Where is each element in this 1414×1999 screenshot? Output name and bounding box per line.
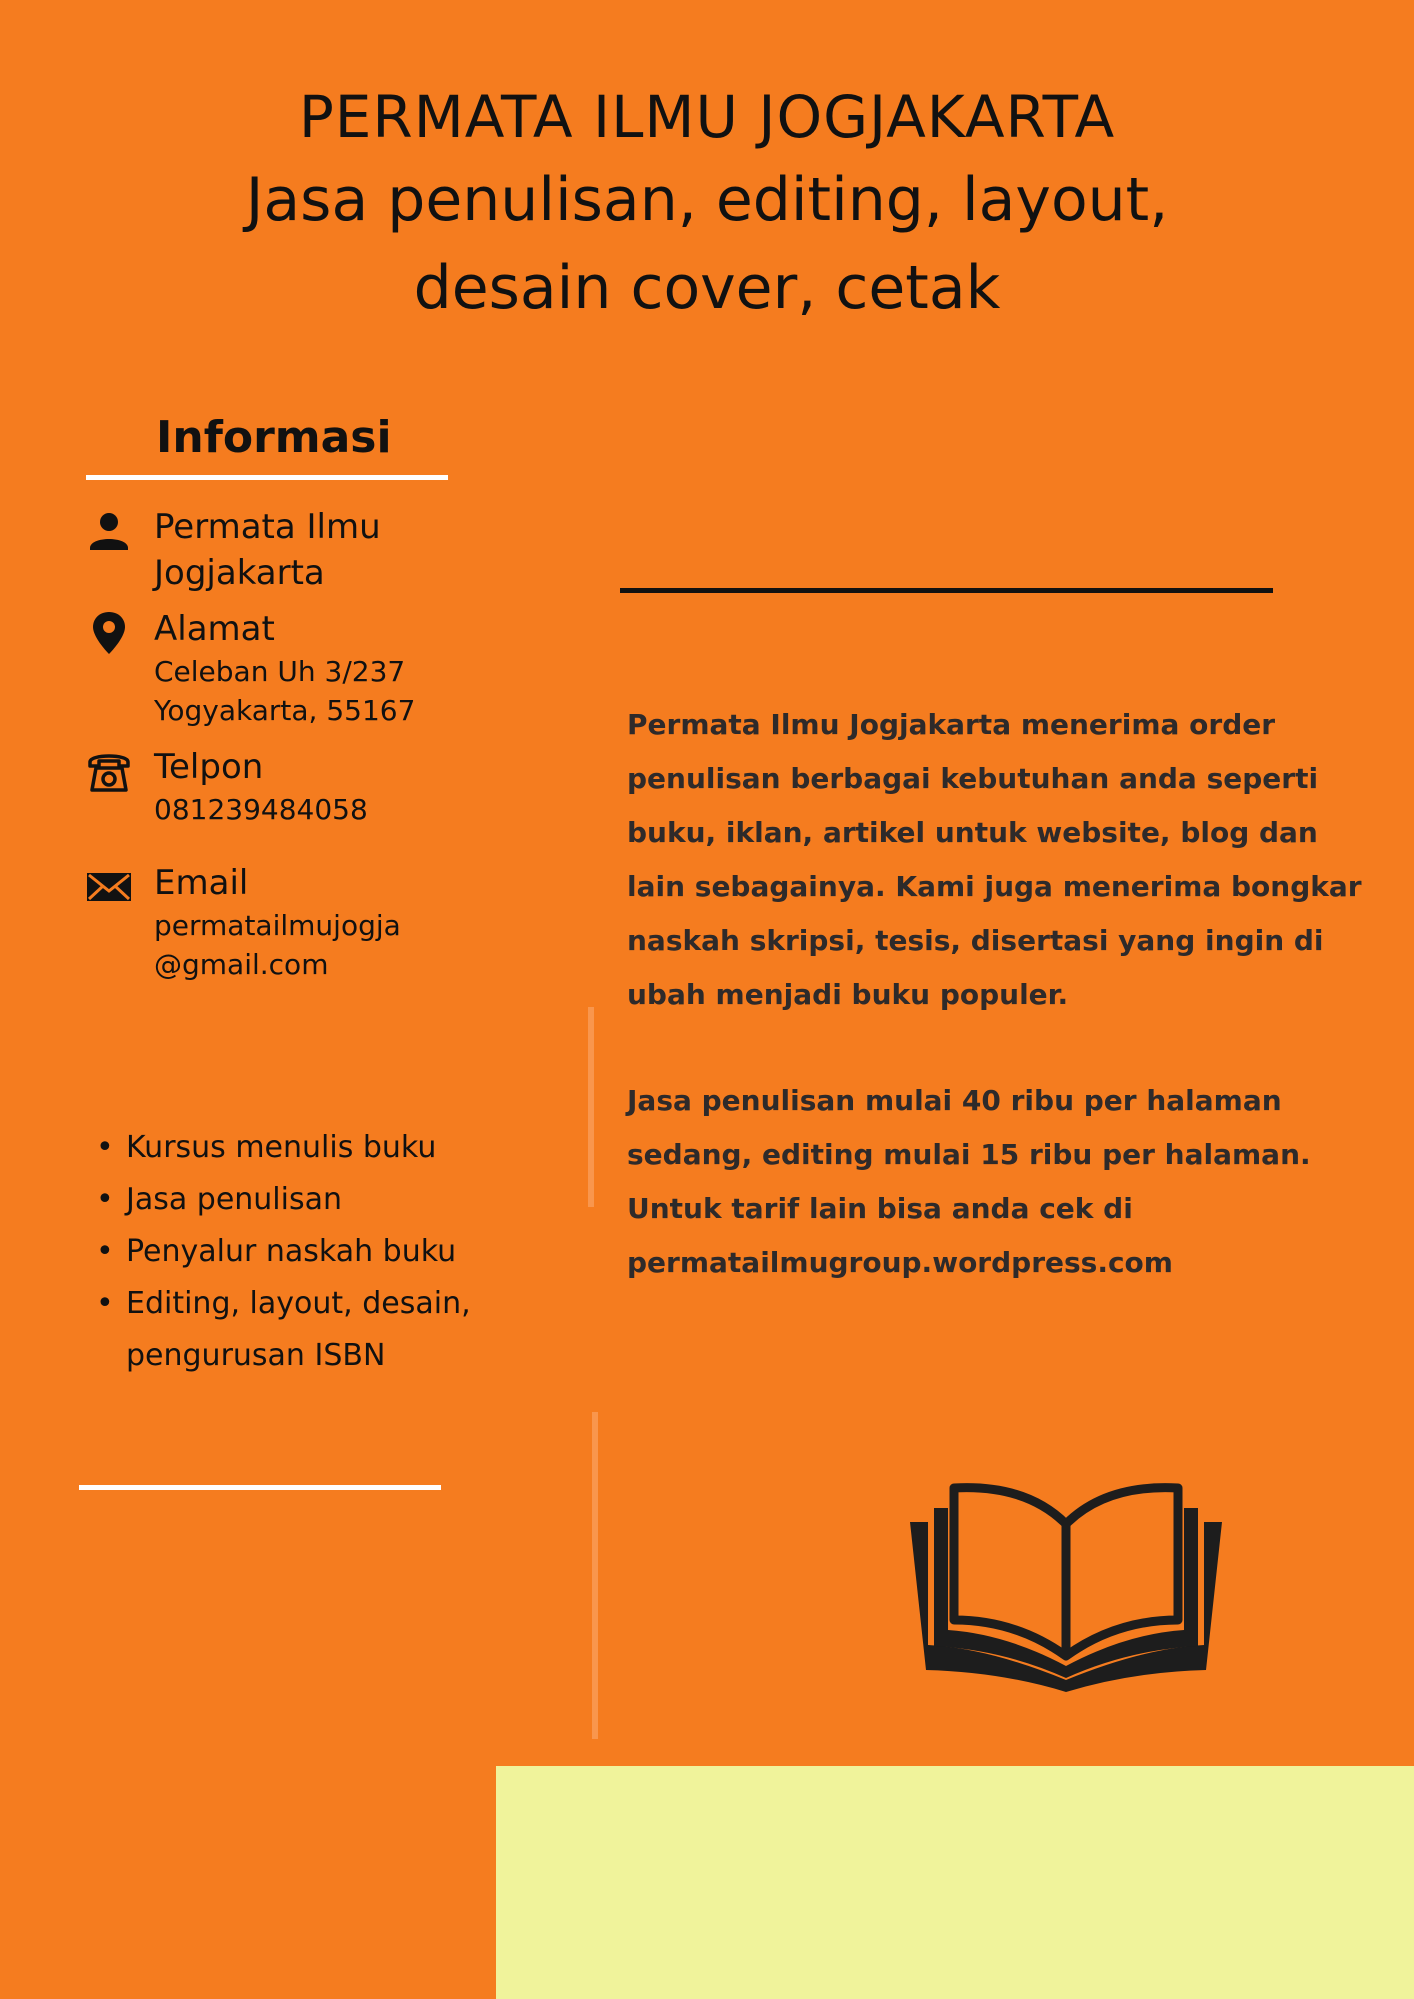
- subtitle-line-1: Jasa penulisan, editing, layout,: [245, 165, 1169, 235]
- phone-number: 081239484058: [154, 793, 368, 826]
- page-title: PERMATA ILMU JOGJAKARTA: [298, 83, 1116, 151]
- person-icon: [86, 508, 132, 554]
- contact-name-line-1: Permata Ilmu: [154, 507, 381, 547]
- services-divider-bottom: [79, 1485, 441, 1490]
- decorative-yellow-panel: [496, 1766, 1414, 1999]
- list-item: • Kursus menulis buku: [94, 1122, 514, 1174]
- page-subtitle: [0, 156, 1414, 332]
- list-item: • Editing, layout, desain, pengurusan ISBN: [94, 1278, 514, 1382]
- location-pin-icon: [86, 610, 132, 656]
- services-list: [94, 1122, 514, 1382]
- description-paragraph-1: Permata Ilmu Jogjakarta menerima order penulisan berbagai kebutuhan anda seperti buku, iklan, artikel untuk website, blog dan lain sebagainya. Kami juga menerima bongkar naskah skripsi, tesis, disertasi yang ingin di ubah menjadi buku populer.: [627, 708, 1362, 1011]
- info-divider-top: [86, 475, 448, 480]
- email-line-2: @gmail.com: [154, 948, 329, 981]
- address-line-1: Celeban Uh 3/237: [154, 655, 406, 688]
- info-heading: Informasi: [156, 412, 392, 463]
- telephone-icon: [86, 748, 132, 794]
- description-paragraph-2: Jasa penulisan mulai 40 ribu per halaman sedang, editing mulai 15 ribu per halaman. Untuk tarif lain bisa anda cek di permatailmugroup.wordpress.com: [627, 1084, 1311, 1279]
- address-line-2: Yogyakarta, 55167: [154, 694, 416, 727]
- email-label: Email: [154, 863, 249, 903]
- vertical-divider-1: [588, 1007, 594, 1207]
- description-divider: [620, 588, 1273, 593]
- list-item: • Jasa penulisan: [94, 1174, 514, 1226]
- address-label: Alamat: [154, 609, 275, 649]
- vertical-divider-2: [592, 1412, 598, 1739]
- list-item: • Penyalur naskah buku: [94, 1226, 514, 1278]
- open-book-icon: [906, 1480, 1226, 1696]
- subtitle-line-2: desain cover, cetak: [413, 253, 1001, 323]
- envelope-icon: [86, 864, 132, 910]
- contact-name-line-2: Jogjakarta: [154, 553, 325, 593]
- header: [0, 78, 1414, 332]
- phone-label: Telpon: [154, 747, 264, 787]
- email-line-1: permatailmujogja: [154, 909, 401, 942]
